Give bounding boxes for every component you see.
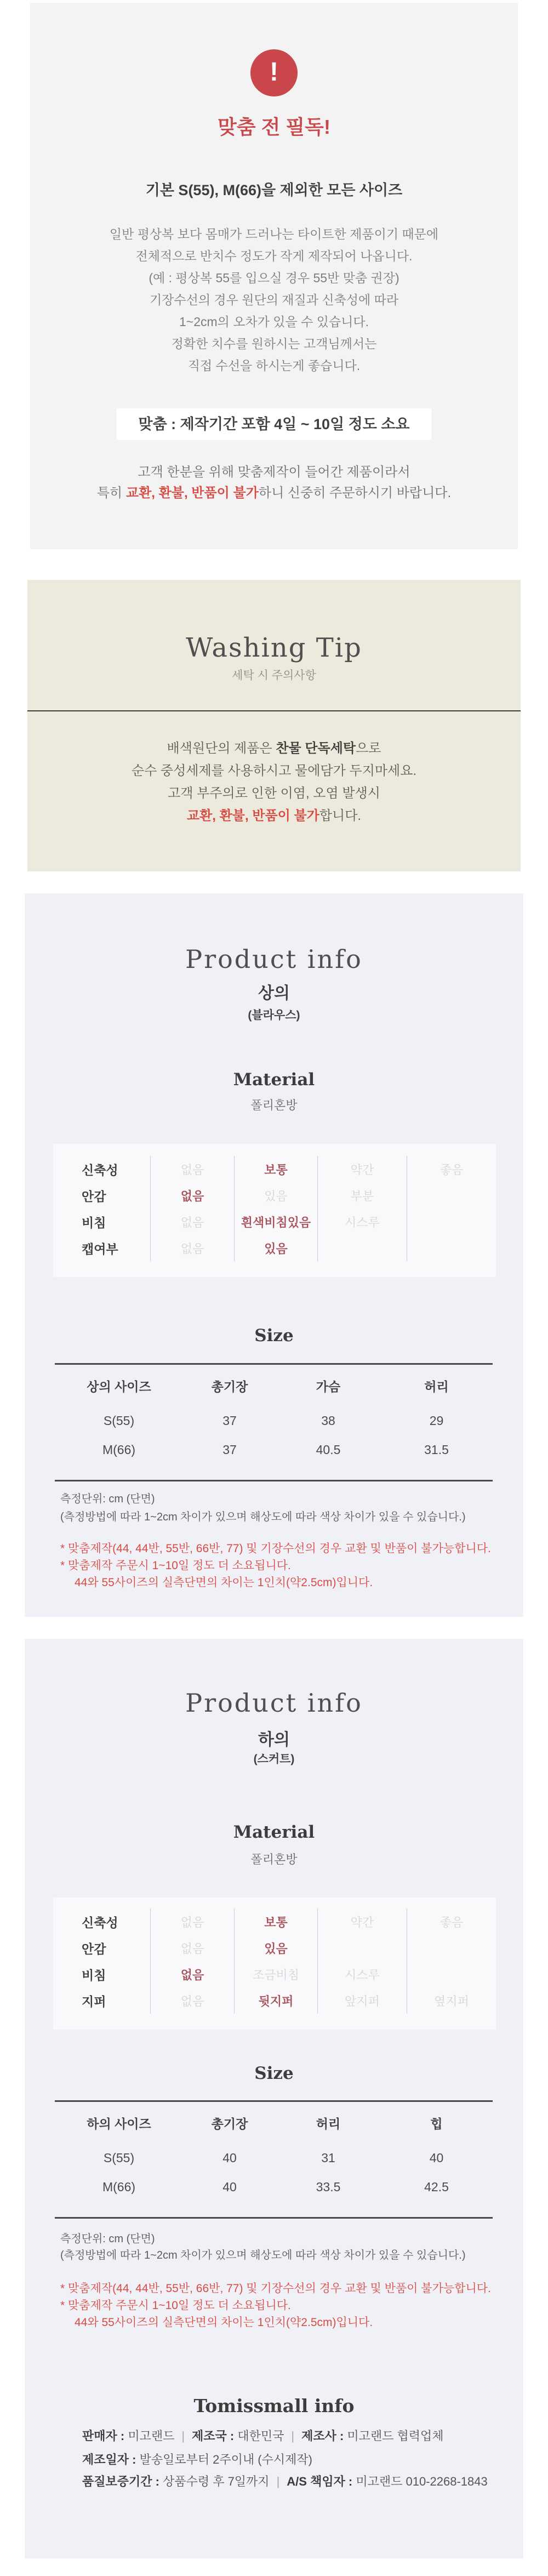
size-header: 하의 사이즈 bbox=[87, 2116, 151, 2131]
attr-option: 없음 bbox=[151, 1209, 235, 1235]
no-refund-warning: 교환, 환불, 반품이 불가 bbox=[125, 486, 259, 500]
size-cell: 40 bbox=[222, 2180, 237, 2194]
attr-option: 뒷지퍼 bbox=[235, 1987, 318, 2014]
seller-label: 품질보증기간 : bbox=[82, 2475, 163, 2488]
red-note-line: * 맞춤제작 주문시 1~10일 정도 더 소요됩니다. bbox=[60, 1559, 291, 1572]
size-table-row bbox=[55, 1406, 493, 1435]
size-header: 가슴 bbox=[316, 1379, 341, 1394]
attr-option bbox=[407, 1235, 496, 1261]
attr-option: 있음 bbox=[235, 1235, 318, 1261]
size-table-header-row bbox=[55, 1365, 493, 1406]
measure-note: (측정방법에 따라 1~2cm 차이가 있으며 해상도에 따라 색상 차이가 있을 수 있습니다.) bbox=[60, 2249, 466, 2261]
notice-footer-line: 특히 교환, 환불, 반품이 불가하니 신중히 주문하시기 바랍니다. bbox=[96, 486, 452, 500]
notice-footer-line: 고객 한분을 위해 맞춤제작이 들어간 제품이라서 bbox=[138, 465, 410, 480]
attr-label: 지퍼 bbox=[53, 1987, 151, 2014]
attr-option: 약간 bbox=[318, 1156, 407, 1182]
notice-body-line: 기장수선의 경우 원단의 재질과 신축성에 따라 bbox=[149, 293, 399, 307]
seller-info-line bbox=[82, 2452, 512, 2467]
size-cell: 33.5 bbox=[316, 2180, 341, 2194]
separator: | bbox=[276, 2475, 280, 2488]
production-period-box: 맞춤 : 제작기간 포함 4일 ~ 10일 정도 소요 bbox=[117, 408, 432, 440]
size-header: 총기장 bbox=[211, 2116, 248, 2131]
notice-body-line: 1~2cm의 오차가 있을 수 있습니다. bbox=[179, 315, 369, 329]
attr-option: 옆지퍼 bbox=[434, 1994, 469, 2008]
notice-title: 맞춤 전 필독! bbox=[218, 116, 330, 138]
seller-info-line bbox=[82, 2429, 512, 2444]
seller-value: 대한민국 bbox=[237, 2429, 284, 2443]
attr-label: 캡여부 bbox=[53, 1235, 151, 1261]
seller-label: A/S 책임자 : bbox=[287, 2475, 356, 2488]
size-cell: M(66) bbox=[102, 2180, 136, 2194]
product-info-title: Product info bbox=[185, 944, 363, 974]
attr-option: 없음 bbox=[151, 1987, 235, 2014]
attr-option bbox=[407, 1935, 496, 1961]
attr-option: 약간 bbox=[318, 1908, 407, 1935]
attr-option: 없음 bbox=[151, 1961, 235, 1987]
seller-info-title: Tomissmall info bbox=[193, 2395, 355, 2417]
size-header: 힙 bbox=[430, 2116, 443, 2131]
product-subname: (스커트) bbox=[253, 1753, 295, 1765]
product-info-bottom-section bbox=[25, 1639, 523, 2558]
size-cell: 31 bbox=[321, 2151, 335, 2165]
product-name: 상의 bbox=[258, 984, 290, 1002]
attr-option: 없음 bbox=[151, 1235, 235, 1261]
product-info-top-section bbox=[25, 893, 523, 1617]
notice-body-line: 일반 평상복 보다 몸매가 드러나는 타이트한 제품이기 때문에 bbox=[109, 227, 439, 241]
notice-body-line: 전체적으로 반치수 정도가 작게 제작되어 나옵니다. bbox=[135, 249, 413, 263]
washing-tip-subtitle: 세탁 시 주의사항 bbox=[232, 669, 316, 682]
attr-option bbox=[407, 1961, 496, 1987]
attr-option: 없음 bbox=[151, 1908, 235, 1935]
attr-label: 신축성 bbox=[53, 1156, 151, 1182]
material-value: 폴리혼방 bbox=[250, 1853, 298, 1866]
notice-footer bbox=[30, 462, 518, 504]
washing-line: 고객 부주의로 인한 이염, 오염 발생시 bbox=[168, 786, 380, 801]
custom-order-red-notes bbox=[60, 1540, 512, 1591]
attr-option: 보통 bbox=[235, 1156, 318, 1182]
seller-value: 미고랜드 010-2268-1843 bbox=[356, 2475, 488, 2488]
size-cell: M(66) bbox=[102, 1443, 136, 1457]
size-cell: S(55) bbox=[103, 2151, 135, 2165]
washing-tip-body bbox=[27, 737, 521, 827]
attribute-card bbox=[53, 1897, 496, 2030]
attr-label: 안감 bbox=[53, 1935, 151, 1961]
material-heading: Material bbox=[233, 1822, 315, 1842]
red-note-line: * 맞춤제작(44, 44반, 55반, 66반, 77) 및 기장수선의 경우 교환 및 반품이 불가능합니다. bbox=[60, 2282, 491, 2295]
size-cell: 38 bbox=[321, 1414, 335, 1428]
seller-value: 발송일로부터 2주이내 (수시제작) bbox=[139, 2453, 312, 2466]
size-cell: 37 bbox=[222, 1443, 237, 1457]
attribute-card bbox=[53, 1144, 496, 1277]
red-note-line: * 맞춤제작(44, 44반, 55반, 66반, 77) 및 기장수선의 경우 교환 및 반품이 불가능합니다. bbox=[60, 1542, 491, 1555]
notice-heading: 기본 S(55), M(66)을 제외한 모든 사이즈 bbox=[145, 182, 403, 198]
material-heading: Material bbox=[233, 1070, 315, 1090]
size-table bbox=[55, 2100, 493, 2219]
size-heading: Size bbox=[254, 1326, 294, 1346]
custom-order-red-notes bbox=[60, 2280, 512, 2331]
size-cell: 37 bbox=[222, 1414, 237, 1428]
attr-option: 조금비침 bbox=[235, 1961, 318, 1987]
attr-option: 있음 bbox=[235, 1935, 318, 1961]
no-refund-warning: 교환, 환불, 반품이 불가 bbox=[186, 808, 319, 823]
alert-icon: ! bbox=[250, 49, 298, 96]
size-cell: S(55) bbox=[103, 1414, 135, 1428]
divider bbox=[27, 710, 521, 711]
size-table-row bbox=[55, 2144, 493, 2173]
size-cell: 31.5 bbox=[424, 1443, 449, 1457]
attr-option bbox=[407, 1182, 496, 1209]
attr-option bbox=[318, 1235, 407, 1261]
notice-body-line: 정확한 치수를 원하시는 고객님께서는 bbox=[171, 337, 377, 351]
size-table-row bbox=[55, 2173, 493, 2202]
attr-option bbox=[318, 1935, 407, 1961]
attr-option: 있음 bbox=[235, 1182, 318, 1209]
attr-option: 없음 bbox=[151, 1935, 235, 1961]
red-note-line: * 맞춤제작 주문시 1~10일 정도 더 소요됩니다. bbox=[60, 2299, 291, 2312]
attr-option bbox=[407, 1209, 496, 1235]
red-note-line: 44와 55사이즈의 실측단면의 차이는 1인치(약2.5cm)입니다. bbox=[75, 1576, 373, 1589]
seller-value: 미고랜드 bbox=[128, 2429, 175, 2443]
size-header: 상의 사이즈 bbox=[87, 1379, 151, 1394]
washing-tip-section bbox=[27, 580, 521, 871]
notice-body-line: 직접 수선을 하시는게 좋습니다. bbox=[187, 358, 361, 373]
size-cell: 40.5 bbox=[316, 1443, 341, 1457]
seller-label: 판매자 : bbox=[82, 2429, 128, 2443]
separator: | bbox=[291, 2429, 295, 2443]
washing-line: 순수 중성세제를 사용하시고 물에담가 두지마세요. bbox=[131, 763, 417, 778]
size-cell: 40 bbox=[222, 2151, 237, 2165]
attribute-table bbox=[53, 1908, 496, 2014]
attr-option: 좋음 bbox=[439, 1162, 464, 1177]
attr-option: 흰색비침있음 bbox=[235, 1209, 318, 1235]
attr-label: 신축성 bbox=[53, 1908, 151, 1935]
seller-label: 제조일자 : bbox=[82, 2453, 140, 2466]
red-note-line: 44와 55사이즈의 실측단면의 차이는 1인치(약2.5cm)입니다. bbox=[75, 2316, 373, 2329]
attr-label: 비침 bbox=[53, 1961, 151, 1987]
washing-line: 교환, 환불, 반품이 불가합니다. bbox=[186, 808, 362, 823]
size-header: 허리 bbox=[316, 2116, 341, 2131]
size-table-row bbox=[55, 1435, 493, 1464]
size-cell: 29 bbox=[429, 1414, 444, 1428]
size-cell: 42.5 bbox=[424, 2180, 449, 2194]
measure-note: 측정단위: cm (단면) bbox=[60, 2233, 155, 2245]
size-header: 총기장 bbox=[211, 1379, 248, 1394]
attr-option: 보통 bbox=[235, 1908, 318, 1935]
size-cell: 40 bbox=[429, 2151, 444, 2165]
notice-body bbox=[30, 223, 518, 377]
notice-body-line: (예 : 평상복 55를 입으실 경우 55반 맞춤 권장) bbox=[149, 271, 399, 285]
size-header: 허리 bbox=[424, 1379, 449, 1394]
attr-option: 시스루 bbox=[318, 1209, 407, 1235]
separator: | bbox=[181, 2429, 185, 2443]
measure-note: 측정단위: cm (단면) bbox=[60, 1493, 155, 1505]
washing-line: 배색원단의 제품은 찬물 단독세탁으로 bbox=[167, 741, 381, 756]
attr-label: 안감 bbox=[53, 1182, 151, 1209]
attr-label: 비침 bbox=[53, 1209, 151, 1235]
material-value: 폴리혼방 bbox=[250, 1098, 298, 1112]
washing-tip-title: Washing Tip bbox=[186, 632, 362, 663]
attr-option: 앞지퍼 bbox=[318, 1987, 407, 2014]
custom-order-notice-section bbox=[30, 3, 518, 549]
product-subname: (블라우스) bbox=[248, 1009, 300, 1022]
seller-info-line bbox=[82, 2474, 512, 2489]
attr-option: 없음 bbox=[151, 1182, 235, 1209]
size-table bbox=[55, 1363, 493, 1481]
seller-label: 제조사 : bbox=[301, 2429, 347, 2443]
attr-option: 시스루 bbox=[318, 1961, 407, 1987]
size-table-header-row bbox=[55, 2102, 493, 2144]
attr-option: 좋음 bbox=[439, 1915, 464, 1929]
seller-value: 상품수령 후 7일까지 bbox=[163, 2475, 270, 2488]
attr-option: 없음 bbox=[151, 1156, 235, 1182]
attr-option: 부분 bbox=[318, 1182, 407, 1209]
size-heading: Size bbox=[254, 2064, 294, 2083]
product-info-title: Product info bbox=[185, 1688, 363, 1718]
seller-value: 미고랜드 협력업체 bbox=[347, 2429, 444, 2443]
seller-label: 제조국 : bbox=[192, 2429, 238, 2443]
product-name: 하의 bbox=[258, 1731, 290, 1749]
attribute-table bbox=[53, 1156, 496, 1261]
measure-note: (측정방법에 따라 1~2cm 차이가 있으며 해상도에 따라 색상 차이가 있을 수 있습니다.) bbox=[60, 1511, 466, 1523]
